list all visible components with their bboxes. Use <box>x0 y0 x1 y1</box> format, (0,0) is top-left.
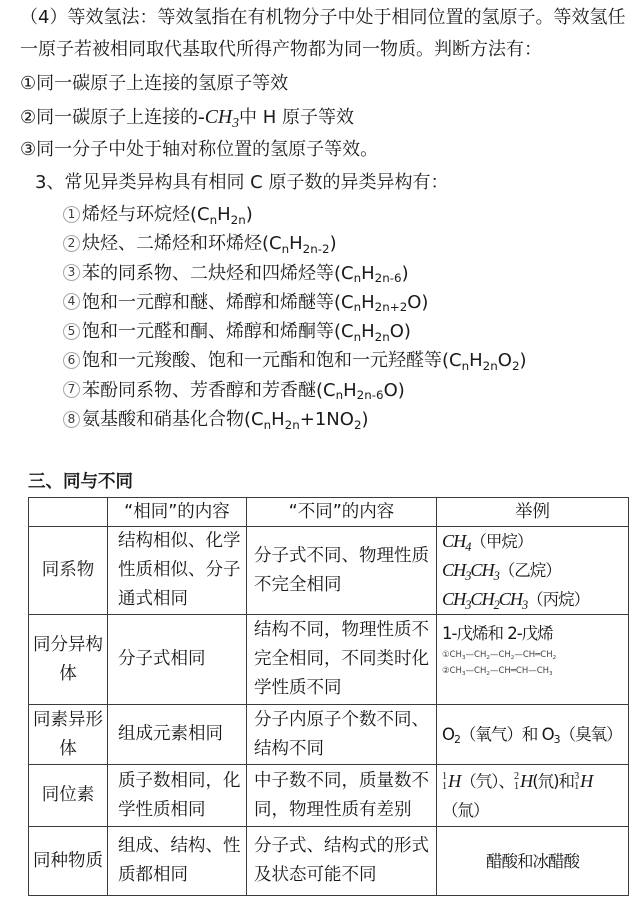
text-run: —CH <box>465 650 487 660</box>
text-run: H <box>217 204 231 225</box>
formula-subscript: n <box>353 271 362 286</box>
table-row <box>29 765 629 827</box>
list-item-text <box>82 292 428 313</box>
list-item-text <box>82 204 253 225</box>
formula-subscript: 2 <box>552 654 557 661</box>
example-text <box>442 619 628 648</box>
cell-line: 分子式不同、物理性质 <box>254 545 429 566</box>
text-run: 饱和一元醛和酮、烯醇和烯酮等(C <box>82 321 354 343</box>
text-run: H <box>361 262 375 284</box>
same-content-cell <box>108 527 247 615</box>
formula-subscript: 2 <box>510 654 515 661</box>
equivalent-hydrogen-definition-line-2: 一原子若被相同取代基取代所得产物都为同一物质。判断方法有： <box>20 39 542 60</box>
formula-subscript: n <box>263 417 272 432</box>
formula-subscript: 2n <box>374 329 390 344</box>
cell-line: 同分异构 <box>33 634 103 655</box>
table-row <box>29 527 629 615</box>
formula-symbol: CH <box>498 589 522 609</box>
cell-line: 学性质相同 <box>118 799 206 820</box>
text-run: （氕）、 <box>460 771 514 791</box>
formula-subscript: 2n-6 <box>356 388 384 403</box>
text-run: ) <box>329 233 337 255</box>
text-run: —CH═CH—CH <box>489 666 550 676</box>
text-run: O) <box>407 291 429 313</box>
formula-subscript: 2 <box>493 597 499 612</box>
cell-line <box>442 720 628 749</box>
cell-line: 1-戊烯和 2-戊烯 <box>442 624 553 643</box>
list-item <box>63 376 527 405</box>
isomer-section-title: 3、常见异类异构具有相同 C 原子数的异类异构有： <box>35 172 449 193</box>
example-cell <box>437 827 629 896</box>
atomic-number: 1 <box>442 781 448 792</box>
list-item <box>63 229 527 258</box>
formula-subscript: n <box>281 241 290 256</box>
cell-line: 完全相同，不同类时化 <box>254 649 429 669</box>
formula-symbol: CH <box>442 531 466 551</box>
cell-line: 通式相同 <box>118 589 188 609</box>
formula-subscript: 3 <box>465 568 471 583</box>
list-item <box>63 346 527 375</box>
pentene-structural-formulas <box>442 647 628 679</box>
mass-number: 2 <box>513 770 520 782</box>
row-name-cell <box>29 827 108 896</box>
circled-number: 5 <box>63 323 80 340</box>
cell-line: 组成元素相同 <box>118 724 223 744</box>
formula-subscript: 3 <box>232 115 239 131</box>
text-run: （丙烷） <box>527 590 590 609</box>
text-run: 饱和一元醇和醚、烯醇和烯醚等(C <box>82 291 354 313</box>
text-run: —CH <box>465 666 487 676</box>
circled-number: 6 <box>63 352 80 369</box>
different-content-cell <box>247 705 437 765</box>
text-run: ①CH <box>442 650 462 660</box>
text-run: O) <box>389 321 411 343</box>
formula-subscript: n <box>209 212 218 227</box>
text-run: 中 H 原子等效 <box>238 107 354 128</box>
rule-3: ③同一分子中处于轴对称位置的氢原子等效。 <box>20 139 379 160</box>
formula-symbol: H <box>448 770 461 791</box>
cell-line <box>442 647 628 663</box>
formula-subscript: n <box>335 388 344 403</box>
rule-2 <box>20 105 354 129</box>
different-content-cell <box>247 765 437 827</box>
text-run: ) <box>361 409 369 431</box>
different-content-cell <box>247 827 437 896</box>
text-run: H <box>289 233 303 255</box>
text-run: H <box>361 291 375 313</box>
atomic-number: 1 <box>513 781 520 792</box>
cell-line: 组成、结构、性 <box>118 836 241 856</box>
formula-subscript: n <box>461 359 470 374</box>
cell-line <box>442 663 628 679</box>
table-row <box>29 615 629 705</box>
header-example: 举例 <box>437 498 629 527</box>
text-run: 苯的同系物、二炔烃和四烯烃等(C <box>82 262 354 284</box>
formula-symbol: H <box>580 770 593 791</box>
formula-symbol: CH <box>470 560 494 580</box>
formula-subscript: n <box>353 329 362 344</box>
isomer-list <box>63 200 527 434</box>
list-item-text <box>82 350 527 374</box>
table-row <box>29 705 629 765</box>
header-different-content: “不同”的内容 <box>247 498 437 527</box>
text-run: H <box>343 379 357 401</box>
formula-subscript: 3 <box>549 670 553 677</box>
row-name-cell <box>29 705 108 765</box>
different-content-cell <box>247 615 437 705</box>
circled-number: 4 <box>63 293 80 310</box>
text-run: O <box>497 350 512 372</box>
text-run: （氧气）和 O <box>459 725 554 744</box>
text-run: ) <box>401 262 409 284</box>
formula-subscript: 3 <box>461 654 466 661</box>
text-run: H <box>361 321 375 343</box>
formula-subscript: 3 <box>461 670 466 677</box>
formula-subscript: 2 <box>486 654 490 661</box>
formula-subscript: 2 <box>454 733 460 747</box>
equivalent-hydrogen-definition-line-1: （4）等效氢法：等效氢指在有机物分子中处于相同位置的氢原子。等效氢任 <box>20 7 626 28</box>
text-run: 苯酚同系物、芳香醇和芳香醚(C <box>82 379 336 401</box>
circled-number: 7 <box>63 381 80 398</box>
cell-line: 体 <box>59 663 77 684</box>
text-run: O <box>442 725 454 744</box>
formula-subscript: 2 <box>486 670 490 677</box>
isotope-notation <box>514 772 519 792</box>
cell-line: 中子数不同，质量数不 <box>254 770 429 791</box>
cell-line: 同素异形 <box>33 709 103 730</box>
formula-subscript: n <box>353 300 362 315</box>
cell-line: 同种物质 <box>33 850 103 871</box>
cell-line: 分子式相同 <box>118 649 206 669</box>
text-run: —CH═CH <box>514 650 553 660</box>
cell-line <box>442 556 628 585</box>
formula-subscript: 2 <box>353 417 362 432</box>
text-run: （臭氧） <box>559 725 622 744</box>
cell-line <box>442 767 628 796</box>
cell-line: 同，物理性质有差别 <box>254 799 412 820</box>
cell-line: 分子内原子个数不同、 <box>254 709 429 730</box>
rule-1: ①同一碳原子上连接的氢原子等效 <box>20 73 289 94</box>
text-run: ) <box>519 350 527 372</box>
isotope-notation <box>574 772 579 792</box>
list-item-text <box>82 263 409 284</box>
formula-subscript: 2n <box>482 359 498 374</box>
text-run: O) <box>383 379 405 401</box>
cell-line: 结构不同，物理性质不 <box>254 620 429 640</box>
text-run: ) <box>245 204 253 225</box>
cell-line: 醋酸和冰醋酸 <box>486 851 579 871</box>
same-content-cell <box>108 705 247 765</box>
example-cell <box>437 705 629 765</box>
text-run: ②CH <box>442 666 462 676</box>
cell-line: 质都相同 <box>118 865 188 885</box>
example-cell <box>437 765 629 827</box>
cell-line: 结构不同 <box>254 738 324 759</box>
row-name-cell <box>29 765 108 827</box>
text-run: —CH <box>489 650 511 660</box>
formula-subscript: 3 <box>521 597 528 612</box>
cell-line <box>442 527 628 556</box>
cell-line: 性质相似、分子 <box>118 560 241 580</box>
formula-subscript: 2 <box>511 359 520 374</box>
cell-line: 体 <box>59 738 77 759</box>
example-cell <box>437 527 629 615</box>
list-item <box>63 200 527 229</box>
cell-line: 结构相似、化学 <box>118 531 241 551</box>
cell-line: 学性质不同 <box>254 678 342 698</box>
text-run: 烯烃与环烷烃(C <box>82 204 210 225</box>
formula-symbol: CH <box>442 560 466 580</box>
cell-line: 质子数相同，化 <box>118 770 241 791</box>
list-item-text <box>82 321 411 342</box>
text-run: H <box>469 350 483 372</box>
circled-number: 8 <box>63 411 80 428</box>
formula-subscript: 2n-2 <box>302 241 330 256</box>
cell-line: （氚） <box>442 800 489 820</box>
formula-subscript: 2n <box>230 212 246 227</box>
circled-number: 1 <box>63 206 80 223</box>
formula-subscript: 4 <box>465 539 471 554</box>
circled-number: 3 <box>63 264 80 281</box>
formula-symbol: H <box>520 770 533 791</box>
list-item-text <box>82 233 337 254</box>
list-item <box>63 288 527 317</box>
list-item <box>63 259 527 288</box>
example-cell <box>437 615 629 705</box>
text-run: (氘)和 <box>532 771 575 791</box>
formula-subscript: 2n <box>284 417 300 432</box>
header-blank-cell <box>29 498 108 527</box>
cell-line <box>442 585 628 614</box>
row-name-cell <box>29 615 108 705</box>
comparison-table <box>28 497 629 896</box>
same-content-cell <box>108 827 247 896</box>
cell-line: 同系物 <box>41 560 95 580</box>
formula-subscript: 3 <box>465 597 471 612</box>
same-content-cell <box>108 615 247 705</box>
cell-line: 分子式、结构式的形式 <box>254 836 429 856</box>
formula-symbol: CH <box>442 589 466 609</box>
formula-subscript: 3 <box>553 733 560 747</box>
formula-subscript: 2n+2 <box>374 300 408 315</box>
list-item-text <box>82 380 405 401</box>
text-run: （乙烷） <box>498 561 561 580</box>
section-heading: 三、同与不同 <box>28 472 133 492</box>
table-row <box>29 827 629 896</box>
text-run: 饱和一元羧酸、饱和一元酯和饱和一元羟醛等(C <box>82 350 462 372</box>
header-same-content: “相同”的内容 <box>108 498 247 527</box>
list-item <box>63 317 527 346</box>
list-item <box>63 405 527 434</box>
row-name-cell <box>29 527 108 615</box>
text-run: +1NO <box>299 409 354 431</box>
formula-subscript: 3 <box>493 568 499 583</box>
isotope-notation <box>442 772 447 792</box>
formula-symbol: -CH <box>198 106 233 128</box>
mass-number: 1 <box>442 770 448 782</box>
cell-line: 及状态可能不同 <box>254 865 377 885</box>
list-item-text <box>82 409 369 430</box>
table-header-row <box>29 498 629 527</box>
text-run: 氨基酸和硝基化合物(C <box>82 409 264 431</box>
text-run: 炔烃、二烯烃和环烯烃(C <box>82 233 282 255</box>
formula-symbol: CH <box>470 589 494 609</box>
text-run: H <box>271 409 285 431</box>
text-run: ②同一碳原子上连接的 <box>20 107 199 128</box>
cell-line: 不完全相同 <box>254 574 342 595</box>
circled-number: 2 <box>63 235 80 252</box>
different-content-cell <box>247 527 437 615</box>
text-run: （甲烷） <box>470 532 533 551</box>
mass-number: 3 <box>574 770 580 782</box>
cell-line: 同位素 <box>41 785 95 805</box>
atomic-number: 1 <box>574 781 580 792</box>
same-content-cell <box>108 765 247 827</box>
formula-subscript: 2n-6 <box>374 271 402 286</box>
